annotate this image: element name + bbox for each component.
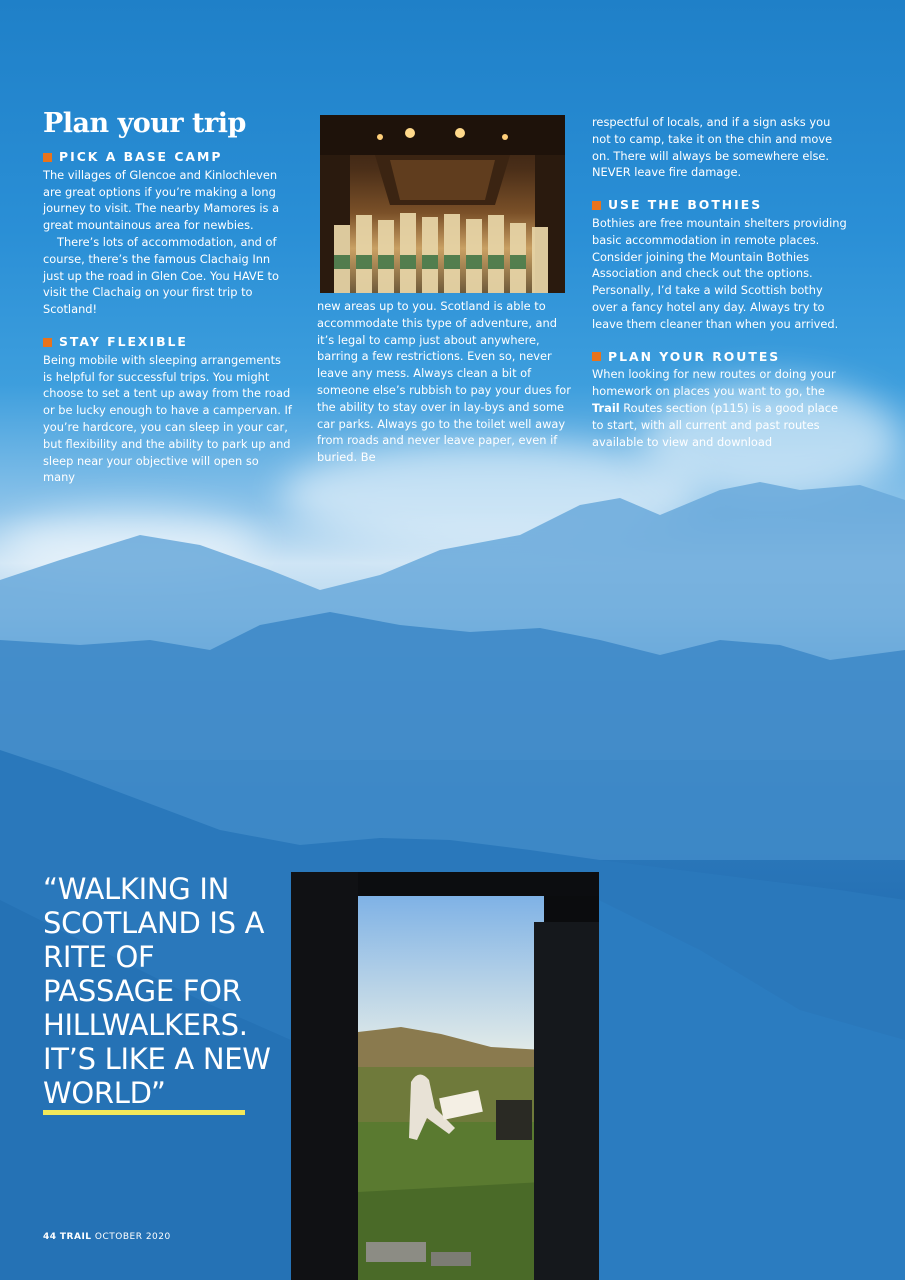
page-number: 44 bbox=[43, 1232, 57, 1242]
body-paragraph: new areas up to you. Scotland is able to accommodate this type of adventure, and it’s legal to camp just about anywhere, barring a few restrictions. Even so, never leave any mess. Always clean a bit of someone else’s rubbish to pay your dues for the ability to stay over in lay-bys and some car parks. Always go to the toilet well away from roads and never leave paper, even if buried. Be bbox=[317, 299, 571, 465]
orange-square-bullet-icon bbox=[43, 338, 52, 347]
pull-quote: “WALKING IN SCOTLAND IS A RITE OF PASSAGE FOR HILLWALKERS. IT’S LIKE A NEW WORLD” bbox=[43, 872, 271, 1110]
section-heading-plan-your-routes bbox=[592, 349, 847, 366]
column-1 bbox=[43, 149, 293, 486]
heading-text: PICK A BASE CAMP bbox=[59, 149, 223, 164]
page-footer bbox=[43, 1232, 171, 1242]
heading-text: PLAN YOUR ROUTES bbox=[608, 348, 781, 364]
heading-text: USE THE BOTHIES bbox=[608, 197, 763, 213]
pull-quote-underline bbox=[43, 1110, 245, 1115]
body-paragraph: When looking for new routes or doing your homework on places you want to go, the Trail Routes section (p115) is a good place to start, with all current and past routes available to view and download bbox=[592, 367, 838, 449]
issue-date: OCTOBER 2020 bbox=[94, 1232, 171, 1242]
magazine-name: TRAIL bbox=[59, 1232, 92, 1242]
orange-square-bullet-icon bbox=[43, 153, 52, 162]
body-paragraph: respectful of locals, and if a sign asks you not to camp, take it on the chin and move on. There will always be somewhere else. NEVER leave fire damage. bbox=[592, 115, 833, 180]
bothy-doorway-photo bbox=[291, 872, 599, 1280]
section-heading-pick-a-base-camp bbox=[43, 149, 293, 166]
body-paragraph: Bothies are free mountain shelters providing basic accommodation in remote places. Consider joining the Mountain Bothies Association and check out the options. Personally, I’d take a wild Scottish bothy over a fancy hotel any day. Always try to leave them cleaner than when you arrived. bbox=[592, 215, 847, 331]
body-paragraph: Being mobile with sleeping arrangements is helpful for successful trips. You might choose to set a tent up away from the road or be lucky enough to have a campervan. If you’re hardcore, you can sleep in your car, but flexibility and the ability to park up and sleep near your objective will open so many bbox=[43, 352, 292, 485]
column-3 bbox=[592, 114, 847, 450]
whisky-bar-photo bbox=[320, 115, 565, 293]
column-2 bbox=[317, 298, 572, 466]
article-title: Plan your trip bbox=[43, 108, 246, 139]
orange-square-bullet-icon bbox=[592, 201, 601, 210]
body-paragraph: There’s lots of accommodation, and of course, there’s the famous Clachaig Inn just up the road in Glen Coe. You HAVE to visit the Clachaig on your first trip to Scotland! bbox=[43, 234, 279, 317]
section-heading-use-the-bothies bbox=[592, 197, 847, 214]
orange-square-bullet-icon bbox=[592, 352, 601, 361]
body-paragraph: The villages of Glencoe and Kinlochleven are great options if you’re making a long journey to visit. The nearby Mamores is a great mountainous area for newbies. bbox=[43, 167, 280, 233]
section-heading-stay-flexible bbox=[43, 334, 293, 351]
brand-name: Trail bbox=[592, 400, 620, 415]
heading-text: STAY FLEXIBLE bbox=[59, 333, 188, 349]
